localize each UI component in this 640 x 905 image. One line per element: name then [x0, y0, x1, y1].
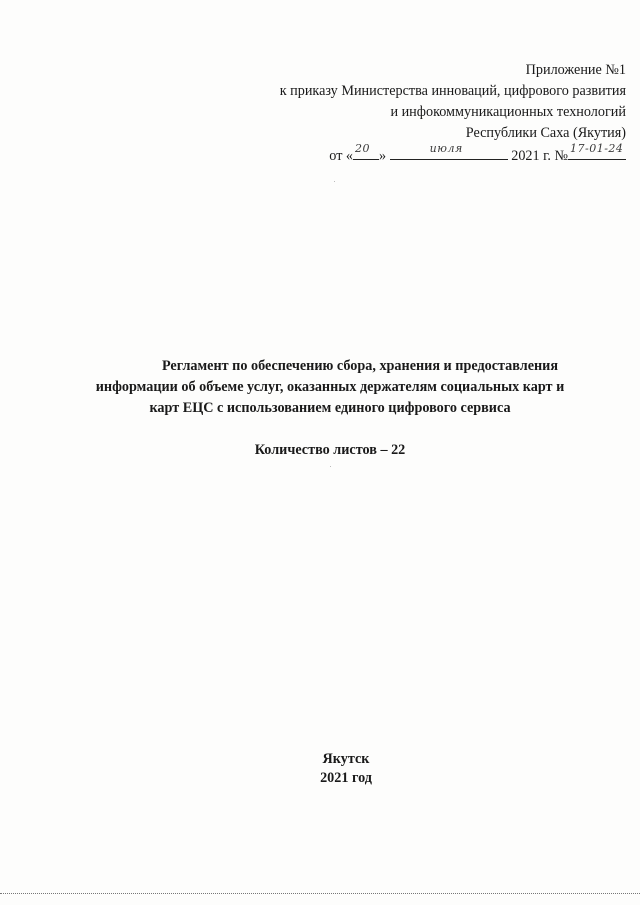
order-date-number-line: [206, 144, 626, 167]
title-line-2: информации об объеме услуг, оказанных держателям социальных карт и: [95, 379, 565, 395]
order-year-text: 2021 г. №: [507, 148, 568, 164]
ministry-name-line: и инфокоммуникационных технологий: [390, 104, 626, 120]
document-year: 2021 год: [320, 770, 372, 786]
handwritten-order-number: 17-01-24: [570, 142, 624, 155]
title-line-3: карт ЕЦС с использованием единого цифрового сервиса: [149, 400, 511, 416]
scan-speck: [334, 181, 335, 182]
order-date-prefix: от «: [329, 148, 354, 164]
place-and-year: [0, 750, 640, 788]
sheet-count: Количество листов – 22: [254, 442, 406, 458]
order-number-blank: [568, 144, 626, 160]
title-line-1: Регламент по обеспечению сбора, хранения и предоставления: [161, 358, 559, 374]
order-month-blank: [390, 144, 508, 160]
order-date-mid: »: [379, 148, 390, 164]
handwritten-day: 20: [355, 142, 371, 155]
appendix-label: Приложение №1: [525, 62, 626, 78]
order-day-blank: [353, 144, 379, 160]
document-title: [60, 356, 600, 419]
scan-speck: [330, 466, 331, 467]
scan-edge-dots: [0, 893, 640, 894]
republic-name-line: Республики Саха (Якутия): [465, 125, 626, 141]
order-reference-line: к приказу Министерства инноваций, цифрового развития: [279, 83, 626, 99]
appendix-header: [206, 60, 626, 167]
handwritten-month: июля: [429, 142, 463, 155]
city-name: Якутск: [322, 751, 370, 767]
